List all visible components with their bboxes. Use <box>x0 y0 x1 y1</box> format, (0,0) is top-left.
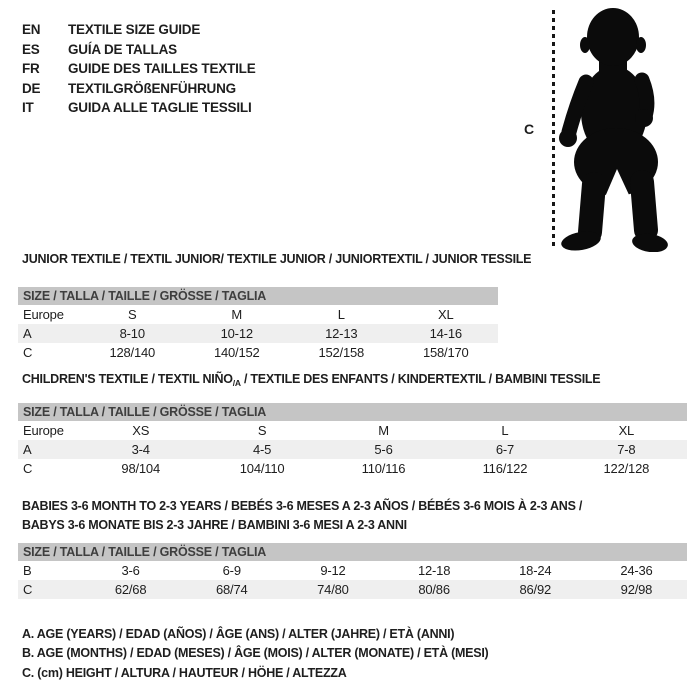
height-cell: 116/122 <box>482 461 528 476</box>
height-cell: 92/98 <box>620 582 653 597</box>
table-row-height <box>18 343 498 362</box>
size-cell: S <box>257 423 267 438</box>
language-header <box>22 20 256 118</box>
height-cell: 86/92 <box>519 582 552 597</box>
height-cell: 68/74 <box>215 582 248 597</box>
language-code: FR <box>22 61 40 76</box>
height-measure-dotted-line <box>552 10 555 246</box>
language-title: TEXTILGRÖßENFÜHRUNG <box>68 80 236 96</box>
height-cell: 128/140 <box>109 345 156 360</box>
babies-size-table <box>18 543 687 599</box>
table-row-height <box>18 459 687 478</box>
table-row-height <box>18 580 687 599</box>
age-cell: 12-13 <box>325 326 358 341</box>
table-row-europe <box>18 421 687 440</box>
language-row-de <box>22 79 256 99</box>
size-cell: M <box>378 423 389 438</box>
footnote-a: A. AGE (YEARS) / EDAD (AÑOS) / ÂGE (ANS) / ALTER (JAHRE) / ETÀ (ANNI) <box>22 627 455 641</box>
age-cell: 10-12 <box>220 326 253 341</box>
size-cell: XL <box>437 307 454 322</box>
table-row-europe <box>18 305 498 324</box>
height-cell: 74/80 <box>317 582 349 597</box>
size-cell: XS <box>132 423 150 438</box>
height-cell: 122/128 <box>603 461 650 476</box>
size-header-bar: SIZE / TALLA / TAILLE / GRÖSSE / TAGLIA <box>18 287 498 305</box>
size-cell: M <box>231 307 243 322</box>
row-label: A <box>23 326 32 341</box>
children-size-table <box>18 403 687 478</box>
language-code: EN <box>22 22 41 37</box>
height-cell: 152/158 <box>318 345 365 360</box>
table-row-months <box>18 561 687 580</box>
age-cell: 8-10 <box>119 326 145 341</box>
junior-section-title: JUNIOR TEXTILE / TEXTIL JUNIOR/ TEXTILE JUNIOR / JUNIORTEXTIL / JUNIOR TESSILE <box>22 252 532 266</box>
babies-title-line1: BABIES 3-6 MONTH TO 2-3 YEARS / BEBÉS 3-6 MESES A 2-3 AÑOS / BÉBÉS 3-6 MOIS À 2-3 ANS / <box>22 499 583 513</box>
children-title-post: / TEXTILE DES ENFANTS / KINDERTEXTIL / BAMBINI TESSILE <box>240 372 601 386</box>
age-cell: 7-8 <box>617 442 636 457</box>
months-cell: 18-24 <box>519 563 552 578</box>
children-title-pre: CHILDREN'S TEXTILE / TEXTIL NIÑO <box>22 372 233 386</box>
height-cell: 98/104 <box>121 461 160 476</box>
height-cell: 140/152 <box>213 345 260 360</box>
age-cell: 14-16 <box>429 326 462 341</box>
children-section-title <box>22 372 600 388</box>
row-label: C <box>23 345 33 360</box>
months-cell: 24-36 <box>620 563 653 578</box>
size-cell: L <box>501 423 509 438</box>
age-cell: 5-6 <box>374 442 393 457</box>
height-cell: 104/110 <box>239 461 285 476</box>
age-cell: 3-4 <box>131 442 150 457</box>
language-row-fr <box>22 59 256 79</box>
junior-size-table <box>18 287 498 362</box>
height-cell: 158/170 <box>422 345 469 360</box>
language-code: DE <box>22 80 41 96</box>
row-label: C <box>23 461 33 476</box>
language-row-it <box>22 98 256 118</box>
language-row-en <box>22 20 256 40</box>
size-header-bar: SIZE / TALLA / TAILLE / GRÖSSE / TAGLIA <box>18 543 687 561</box>
table-row-age <box>18 324 498 343</box>
size-cell: S <box>128 307 137 322</box>
age-cell: 6-7 <box>495 442 515 457</box>
row-label: C <box>23 582 33 597</box>
height-cell: 62/68 <box>114 582 147 597</box>
size-cell: L <box>337 307 345 322</box>
legend-footnotes <box>22 625 488 683</box>
months-cell: 6-9 <box>222 563 241 578</box>
months-cell: 12-18 <box>417 563 451 578</box>
babies-section-title <box>22 497 582 535</box>
height-cell: 110/116 <box>361 461 406 476</box>
size-header-bar: SIZE / TALLA / TAILLE / GRÖSSE / TAGLIA <box>18 403 687 421</box>
language-code: IT <box>22 100 34 115</box>
footnote-b: B. AGE (MONTHS) / EDAD (MESES) / ÂGE (MOIS) / ALTER (MONATE) / ETÀ (MESI) <box>22 646 489 661</box>
table-row-age <box>18 440 687 459</box>
row-label: Europe <box>23 307 64 322</box>
language-row-es <box>22 40 256 60</box>
size-cell: XL <box>618 423 635 438</box>
children-title-subscript: /A <box>232 378 241 388</box>
months-cell: 9-12 <box>320 563 346 578</box>
row-label: A <box>23 442 32 457</box>
age-cell: 4-5 <box>253 442 272 457</box>
footnote-c: C. (cm) HEIGHT / ALTURA / HAUTEUR / HÖHE / ALTEZZA <box>22 665 347 680</box>
language-title: TEXTILE SIZE GUIDE <box>68 22 201 37</box>
language-title: GUIDE DES TAILLES TEXTILE <box>68 61 256 76</box>
months-cell: 3-6 <box>121 563 140 578</box>
height-measure-label: C <box>524 121 535 137</box>
babies-title-line2: BABYS 3-6 MONATE BIS 2-3 JAHRE / BAMBINI 3-6 MESI A 2-3 ANNI <box>22 518 407 532</box>
language-title: GUÍA DE TALLAS <box>68 41 177 57</box>
language-code: ES <box>22 41 40 57</box>
language-title: GUIDA ALLE TAGLIE TESSILI <box>68 100 252 115</box>
row-label: B <box>23 563 32 578</box>
row-label: Europe <box>23 423 64 438</box>
silhouette-shapes <box>559 8 669 252</box>
height-cell: 80/86 <box>418 582 450 597</box>
toddler-silhouette-image <box>556 4 696 252</box>
